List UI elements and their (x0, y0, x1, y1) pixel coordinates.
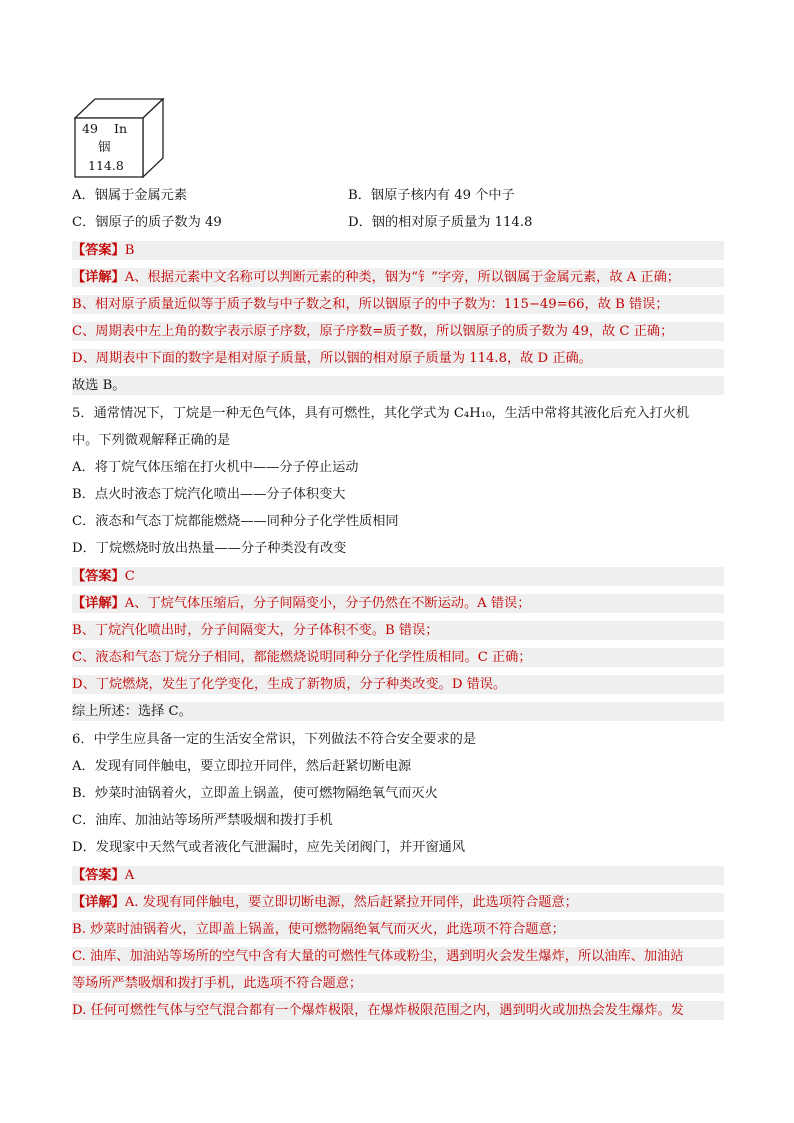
q4-detail-line-1 (72, 268, 724, 287)
q6-answer-line (72, 866, 724, 885)
q6-answer: A (124, 868, 135, 883)
q6-option-b: B．炒菜时油锅着火，立即盖上锅盖，使可燃物隔绝氧气而灭火 (72, 786, 438, 801)
answer-tag: 【答案】 (72, 243, 125, 258)
q4-option-b: B．铟原子核内有 49 个中子 (348, 188, 515, 203)
q4-conclusion: 故选 B。 (72, 376, 724, 395)
answer-tag: 【答案】 (72, 868, 125, 883)
q6-option-c: C．油库、加油站等场所严禁吸烟和拨打手机 (72, 813, 333, 828)
element-symbol: In (114, 121, 127, 136)
element-card (74, 98, 164, 178)
detail-tag: 【详解】 (72, 895, 125, 910)
q5-stem-line-2: 中。下列微观解释正确的是 (72, 433, 231, 448)
q6-detail-line-3: C. 油库、加油站等场所的空气中含有大量的可燃性气体或粉尘，遇到明火会发生爆炸，所以油库、加油站 (72, 947, 724, 966)
q4-detail-line-3: C、周期表中左上角的数字表示原子序数，原子序数=质子数，所以铟原子的质子数为 49，故 C 正确； (72, 322, 724, 341)
q5-option-a: A．将丁烷气体压缩在打火机中——分子停止运动 (72, 460, 359, 475)
element-name: 铟 (98, 139, 111, 154)
q4-option-a: A．铟属于金属元素 (72, 188, 188, 203)
q5-detail-line-4: D、丁烷燃烧，发生了化学变化，生成了新物质，分子种类改变。D 错误。 (72, 675, 724, 694)
q5-detail-line-3: C、液态和气态丁烷分子相同，都能燃烧说明同种分子化学性质相同。C 正确； (72, 648, 724, 667)
q4-option-d: D．铟的相对原子质量为 114.8 (348, 215, 533, 230)
q5-detail-line-1 (72, 594, 724, 613)
q5-answer: C (124, 569, 135, 584)
q5-conclusion: 综上所述：选择 C。 (72, 702, 724, 721)
q6-stem: 6．中学生应具备一定的生活安全常识，下列做法不符合安全要求的是 (72, 732, 477, 747)
q4-answer: B (124, 243, 135, 258)
q4-option-c: C．铟原子的质子数为 49 (72, 215, 222, 230)
q4-answer-line (72, 241, 724, 260)
q4-detail-text: A、根据元素中文名称可以判断元素的种类，铟为“钅”字旁，所以铟属于金属元素，故 A 正确； (124, 270, 680, 285)
q5-detail-text: A、丁烷气体压缩后，分子间隔变小，分子仍然在不断运动。A 错误； (124, 596, 531, 611)
q5-detail-line-2: B、丁烷汽化喷出时，分子间隔变大，分子体积不变。B 错误； (72, 621, 724, 640)
q4-detail-line-2: B、相对原子质量近似等于质子数与中子数之和，所以铟原子的中子数为：115−49=66，故 B 错误； (72, 295, 724, 314)
atomic-mass: 114.8 (88, 158, 124, 173)
q5-option-d: D．丁烷燃烧时放出热量——分子种类没有改变 (72, 541, 347, 556)
q6-detail-line-4: 等场所严禁吸烟和拨打手机，此选项不符合题意； (72, 974, 724, 993)
q5-option-b: B．点火时液态丁烷汽化喷出——分子体积变大 (72, 487, 346, 502)
detail-tag: 【详解】 (72, 270, 125, 285)
q4-detail-line-4: D、周期表中下面的数字是相对原子质量，所以铟的相对原子质量为 114.8，故 D 正确。 (72, 349, 724, 368)
q5-option-c: C．液态和气态丁烷都能燃烧——同种分子化学性质相同 (72, 514, 399, 529)
q6-option-a: A．发现有同伴触电，要立即拉开同伴，然后赶紧切断电源 (72, 759, 412, 774)
detail-tag: 【详解】 (72, 596, 125, 611)
atomic-number: 49 (82, 121, 98, 136)
q5-stem-line-1: 5．通常情况下，丁烷是一种无色气体，具有可燃性，其化学式为 C₄H₁₀，生活中常将其液化后充入打火机 (72, 406, 690, 421)
answer-tag: 【答案】 (72, 569, 125, 584)
q6-option-d: D．发现家中天然气或者液化气泄漏时，应先关闭阀门，并开窗通风 (72, 840, 466, 855)
q6-detail-line-5: D. 任何可燃性气体与空气混合都有一个爆炸极限，在爆炸极限范围之内，遇到明火或加热会发生爆炸。发 (72, 1001, 724, 1020)
q6-detail-line-2: B. 炒菜时油锅着火，立即盖上锅盖，使可燃物隔绝氧气而灭火，此选项不符合题意； (72, 920, 724, 939)
q6-detail-text: A. 发现有同伴触电，要立即切断电源，然后赶紧拉开同伴，此选项符合题意； (124, 895, 578, 910)
q6-detail-line-1 (72, 893, 724, 912)
q5-answer-line (72, 567, 724, 586)
